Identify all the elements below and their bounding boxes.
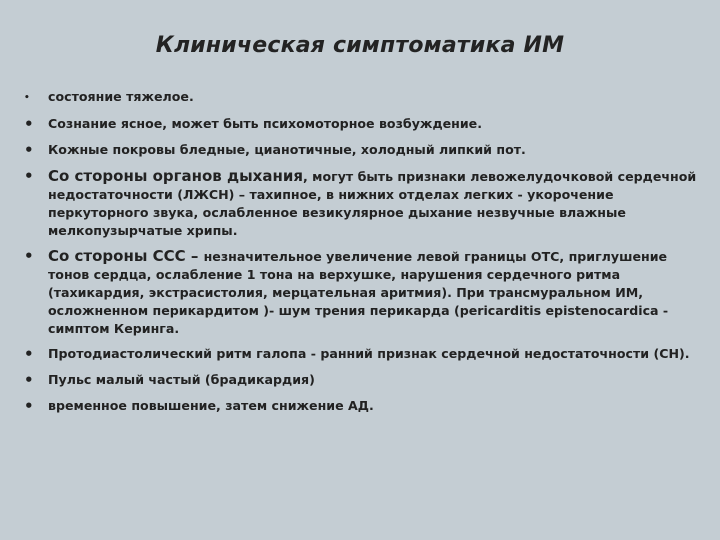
bullet-icon: • (24, 115, 34, 133)
item-text: , могут быть признаки левожелудочковой сердечной недостаточности (ЛЖСН) – тахипное, в нижних отделах легких - укорочение перкуторного звука, ослабленное везикулярное дыхание незвучные влажные мелкопузырчатые хрипы. (48, 169, 697, 238)
item-lead: Со стороны органов дыхания (48, 167, 303, 185)
list-item (22, 247, 702, 338)
item-text: незначительное увеличение левой границы ОТС, приглушение тонов сердца, ослабление 1 тона на верхушке, нарушения сердечного ритма (тахикардия, экстрасистолия, мерцательная аритмия). При трансмуральном ИМ, осложненном перикардитом )- шум трения перикарда (pericarditis epistenocardica - симптом Керинга. (48, 249, 669, 336)
bullet-icon: • (24, 397, 34, 415)
bullet-icon: • (24, 345, 34, 363)
item-text: Кожные покровы бледные, цианотичные, холодный липкий пот. (48, 142, 526, 157)
slide-title: Клиническая симптоматика ИМ (155, 33, 565, 58)
bullet-icon: • (24, 247, 34, 265)
bullet-icon: • (24, 167, 34, 185)
item-text: состояние тяжелое. (48, 89, 194, 104)
item-lead: Со стороны ССС – (48, 247, 204, 265)
list-item (22, 371, 702, 389)
bullet-icon: • (24, 93, 30, 103)
list-item (22, 167, 702, 240)
list-item (22, 88, 702, 106)
bullet-icon: • (24, 371, 34, 389)
item-text: Сознание ясное, может быть психомоторное возбуждение. (48, 116, 483, 131)
list-item (22, 345, 702, 363)
list-item (22, 141, 702, 159)
bullet-icon: • (24, 141, 34, 159)
bullet-list (22, 88, 702, 423)
list-item (22, 397, 702, 415)
item-text: Пульс малый частый (брадикардия) (48, 372, 315, 387)
item-text: Протодиастолический ритм галопа - ранний признак сердечной недостаточности (СН). (48, 346, 690, 361)
item-text: временное повышение, затем снижение АД. (48, 398, 374, 413)
list-item (22, 115, 702, 133)
